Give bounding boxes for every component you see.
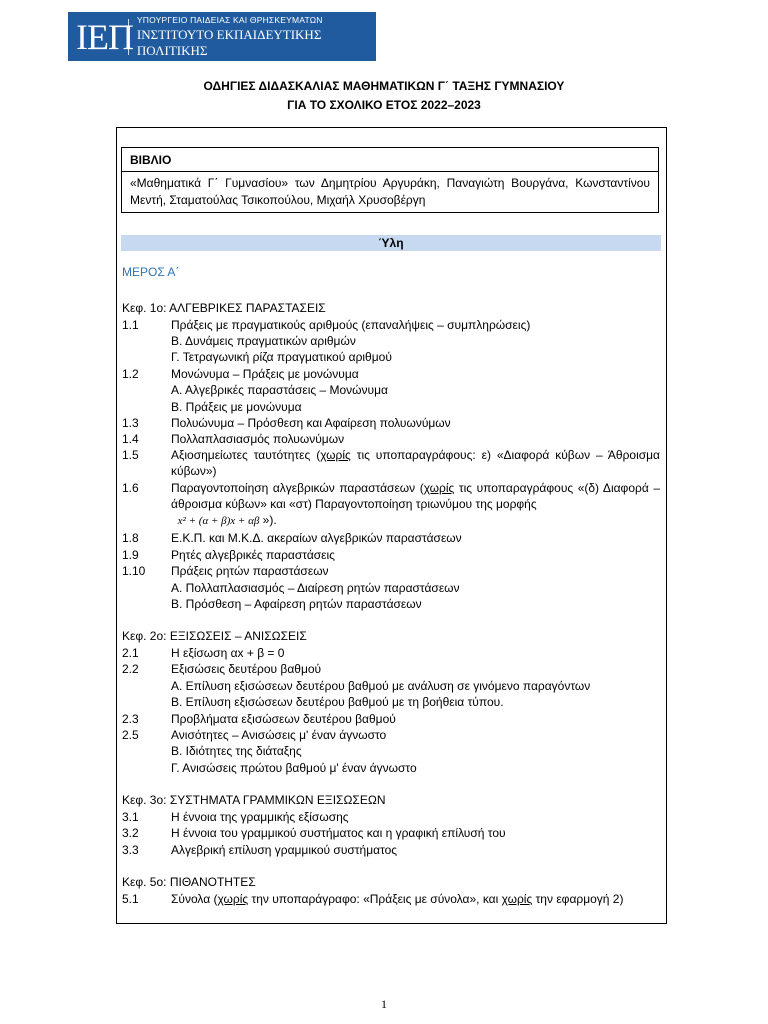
item-text: Ανισότητες – Ανισώσεις μ' έναν άγνωστο bbox=[171, 728, 387, 742]
sub-item-text: Α. Πολλαπλασιασμός – Διαίρεση ρητών παραστάσεων bbox=[171, 581, 460, 595]
item-number: 2.3 bbox=[122, 712, 139, 726]
item-number: 1.8 bbox=[122, 531, 139, 545]
item-text: Πράξεις ρητών παραστάσεων bbox=[171, 564, 329, 578]
sub-item-text: Β. Πρόσθεση – Αφαίρεση ρητών παραστάσεων bbox=[171, 597, 422, 611]
text-part: τις υποπαραγράφους «(δ) Διαφορά – άθροισμα κύβων» και «στ) Παραγοντοποίηση τριωνύμου της μορφής bbox=[171, 481, 660, 511]
chapter-1-heading: Κεφ. 1ο: ΑΛΓΕΒΡΙΚΕΣ ΠΑΡΑΣΤΑΣΕΙΣ bbox=[122, 301, 326, 315]
item-number: 1.9 bbox=[122, 548, 139, 562]
item-number: 1.5 bbox=[122, 448, 139, 462]
book-heading: ΒΙΒΛΙΟ bbox=[122, 148, 658, 172]
item-text: Αλγεβρική επίλυση γραμμικού συστήματος bbox=[171, 843, 398, 857]
sub-item-text: Β. Πράξεις με μονώνυμα bbox=[171, 400, 302, 414]
sub-item-text: Γ. Τετραγωνική ρίζα πραγματικού αριθμού bbox=[171, 350, 392, 364]
item-text: Ε.Κ.Π. και Μ.Κ.Δ. ακεραίων αλγεβρικών παραστάσεων bbox=[171, 531, 462, 545]
item-text: Πολυώνυμα – Πρόσθεση και Αφαίρεση πολυωνύμων bbox=[171, 416, 451, 430]
item-number: 1.2 bbox=[122, 367, 139, 381]
item-text: Πολλαπλασιασμός πολυωνύμων bbox=[171, 432, 345, 446]
book-description: «Μαθηματικά Γ΄ Γυμνασίου» των Δημητρίου Αργυράκη, Παναγιώτη Βουργάνα, Κωνσταντίνου Μεντή, Σταματούλας Τσικοπούλου, Μιχαήλ Χρυσοβέργη bbox=[130, 176, 650, 207]
chapter-2-heading: Κεφ. 2ο: ΕΞΙΣΩΣΕΙΣ – ΑΝΙΣΩΣΕΙΣ bbox=[122, 629, 307, 643]
page-number: 1 bbox=[381, 997, 387, 1011]
sub-item-text: Β. Ιδιότητες της διάταξης bbox=[171, 744, 302, 758]
item-text bbox=[171, 480, 660, 529]
item-text: Προβλήματα εξισώσεων δευτέρου βαθμού bbox=[171, 712, 396, 726]
item-text: Η έννοια του γραμμικού συστήματος και η γραφική επίλυσή του bbox=[171, 826, 506, 840]
sub-item-text: Α. Επίλυση εξισώσεων δευτέρου βαθμού με ανάλυση σε γινόμενο παραγόντων bbox=[171, 679, 591, 693]
underlined-text: χωρίς bbox=[423, 481, 455, 495]
item-text: Η έννοια της γραμμικής εξίσωσης bbox=[171, 810, 349, 824]
item-number: 1.4 bbox=[122, 432, 139, 446]
underlined-text: χωρίς bbox=[217, 892, 249, 906]
sub-item-text: Α. Αλγεβρικές παραστάσεις – Μονώνυμα bbox=[171, 383, 388, 397]
underlined-text: χωρίς bbox=[501, 892, 533, 906]
item-number: 1.6 bbox=[122, 481, 139, 495]
institute-logo bbox=[68, 12, 376, 61]
logo-text bbox=[137, 15, 376, 59]
item-text bbox=[171, 447, 660, 479]
ministry-name: ΥΠΟΥΡΓΕΙΟ ΠΑΙΔΕΙΑΣ ΚΑΙ ΘΡΗΣΚΕΥΜΑΤΩΝ bbox=[136, 14, 323, 25]
text-part: την υποπαράγραφο: «Πράξεις με σύνολα», και bbox=[248, 892, 502, 906]
item-number: 3.1 bbox=[122, 810, 139, 824]
document-subtitle: ΓΙΑ ΤΟ ΣΧΟΛΙΚΟ ΕΤΟΣ 2022–2023 bbox=[287, 98, 481, 112]
item-number: 1.10 bbox=[122, 564, 146, 578]
text-part: Αξιοσημείωτες ταυτότητες ( bbox=[171, 448, 321, 462]
item-text: Μονώνυμα – Πράξεις με μονώνυμα bbox=[171, 367, 359, 381]
text-part: Παραγοντοποίηση αλγεβρικών παραστάσεων ( bbox=[171, 481, 424, 495]
item-number: 1.3 bbox=[122, 416, 139, 430]
item-number: 1.1 bbox=[122, 318, 139, 332]
text-part: τις υποπαραγράφους: ε) «Διαφορά κύβων – Άθροισμα κύβων») bbox=[171, 448, 660, 478]
part-heading: ΜΕΡΟΣ Α΄ bbox=[122, 265, 180, 279]
item-number: 3.2 bbox=[122, 826, 139, 840]
item-number: 2.2 bbox=[122, 662, 139, 676]
formula: x² + (α + β)x + αβ bbox=[177, 515, 260, 527]
item-number: 2.5 bbox=[122, 728, 139, 742]
item-number: 2.1 bbox=[122, 646, 139, 660]
syllabus-heading: Ύλη bbox=[121, 235, 661, 251]
sub-item-text: Β. Επίλυση εξισώσεων δευτέρου βαθμού με τη βοήθεια τύπου. bbox=[171, 695, 504, 709]
item-text: Πράξεις με πραγματικούς αριθμούς (επαναλήψεις – συμπληρώσεις) bbox=[171, 318, 531, 332]
chapter-3-heading: Κεφ. 3ο: ΣΥΣΤΗΜΑΤΑ ΓΡΑΜΜΙΚΩΝ ΕΞΙΣΩΣΕΩΝ bbox=[122, 793, 386, 807]
text-part: την εφαρμογή 2) bbox=[532, 892, 624, 906]
institute-name: ΙΝΣΤΙΤΟΥΤΟ ΕΚΠΑΙΔΕΥΤΙΚΗΣ ΠΟΛΙΤΙΚΗΣ bbox=[136, 26, 322, 58]
chapter-5-heading: Κεφ. 5ο: ΠΙΘΑΝΟΤΗΤΕΣ bbox=[122, 875, 256, 889]
underlined-text: χωρίς bbox=[320, 448, 351, 462]
sub-item-text: Γ. Ανισώσεις πρώτου βαθμού μ' έναν άγνωστο bbox=[171, 761, 417, 775]
book-box bbox=[121, 147, 659, 213]
text-part: Σύνολα ( bbox=[171, 892, 218, 906]
item-text bbox=[171, 891, 660, 907]
text-part: »). bbox=[259, 513, 277, 527]
sub-item-text: Β. Δυνάμεις πραγματικών αριθμών bbox=[171, 334, 356, 348]
item-number: 3.3 bbox=[122, 843, 139, 857]
item-text: Εξισώσεις δευτέρου βαθμού bbox=[171, 662, 322, 676]
document-title: ΟΔΗΓΙΕΣ ΔΙΔΑΣΚΑΛΙΑΣ ΜΑΘΗΜΑΤΙΚΩΝ Γ΄ ΤΑΞΗΣ ΓΥΜΝΑΣΙΟΥ bbox=[203, 79, 565, 93]
logo-divider bbox=[128, 19, 129, 55]
item-text: Η εξίσωση αx + β = 0 bbox=[171, 646, 285, 660]
item-text: Ρητές αλγεβρικές παραστάσεις bbox=[171, 548, 335, 562]
logo-mark: ΙΕΠ bbox=[76, 16, 133, 57]
item-number: 5.1 bbox=[122, 892, 139, 906]
